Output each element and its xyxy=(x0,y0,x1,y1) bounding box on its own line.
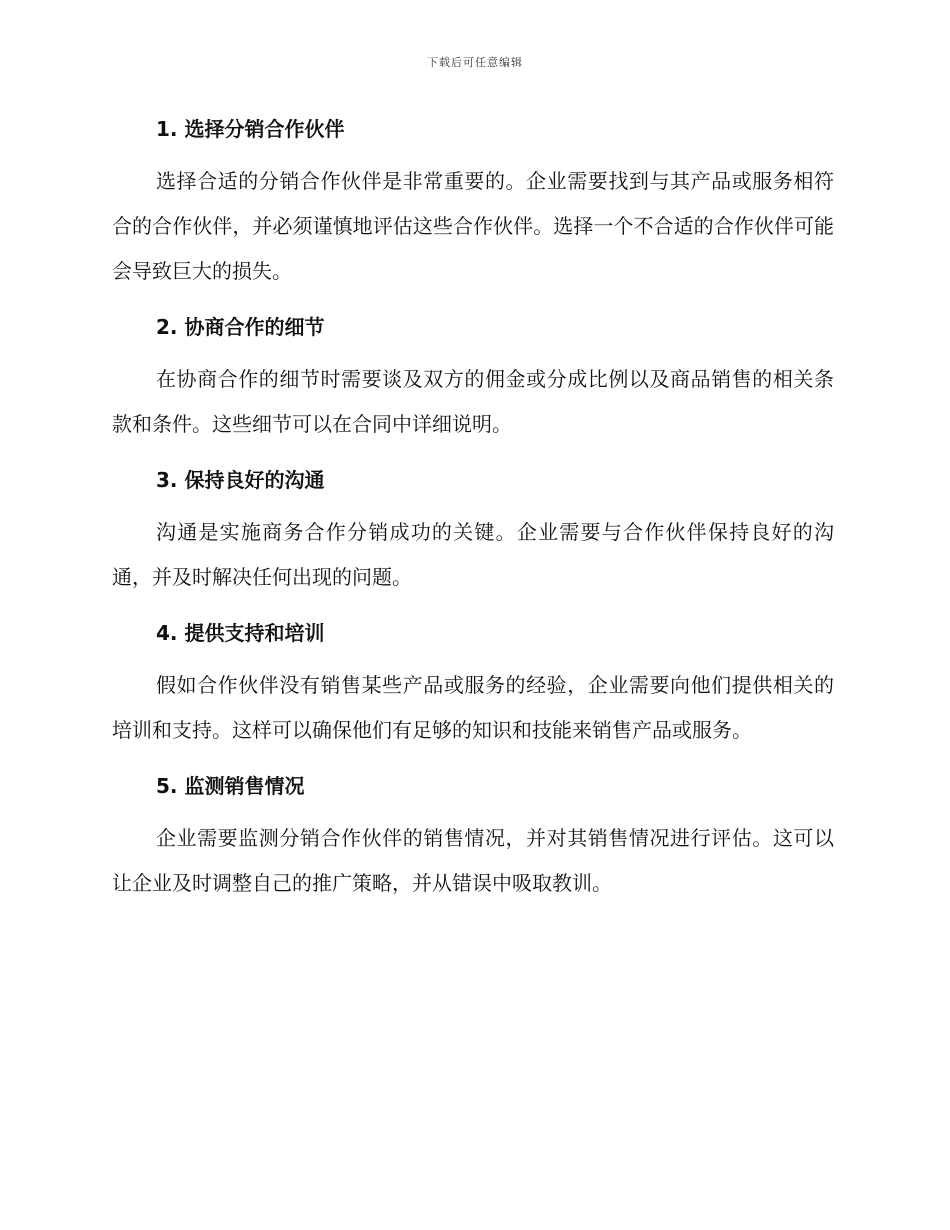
section-heading: 3. 保持良好的沟通 xyxy=(156,468,325,492)
section-4 xyxy=(112,612,834,753)
section-paragraph: 企业需要监测分销合作伙伴的销售情况，并对其销售情况进行评估。这可以让企业及时调整自己的推广策略，并从错误中吸取教训。 xyxy=(112,826,834,895)
section-paragraph: 沟通是实施商务合作分销成功的关键。企业需要与合作伙伴保持良好的沟通，并及时解决任何出现的问题。 xyxy=(112,520,834,589)
section-1 xyxy=(112,108,834,294)
section-heading: 2. 协商合作的细节 xyxy=(156,315,325,339)
section-heading: 1. 选择分销合作伙伴 xyxy=(156,117,345,141)
section-5 xyxy=(112,765,834,906)
document-body xyxy=(112,108,834,918)
section-heading: 5. 监测销售情况 xyxy=(156,774,305,798)
page-header-note: 下载后可任意编辑 xyxy=(427,56,523,69)
section-paragraph: 选择合适的分销合作伙伴是非常重要的。企业需要找到与其产品或服务相符合的合作伙伴，并必须谨慎地评估这些合作伙伴。选择一个不合适的合作伙伴可能会导致巨大的损失。 xyxy=(112,169,834,283)
section-3 xyxy=(112,459,834,600)
section-heading: 4. 提供支持和培训 xyxy=(156,621,325,645)
section-paragraph: 在协商合作的细节时需要谈及双方的佣金或分成比例以及商品销售的相关条款和条件。这些细节可以在合同中详细说明。 xyxy=(112,367,834,436)
section-2 xyxy=(112,306,834,447)
section-paragraph: 假如合作伙伴没有销售某些产品或服务的经验，企业需要向他们提供相关的培训和支持。这样可以确保他们有足够的知识和技能来销售产品或服务。 xyxy=(112,673,834,742)
